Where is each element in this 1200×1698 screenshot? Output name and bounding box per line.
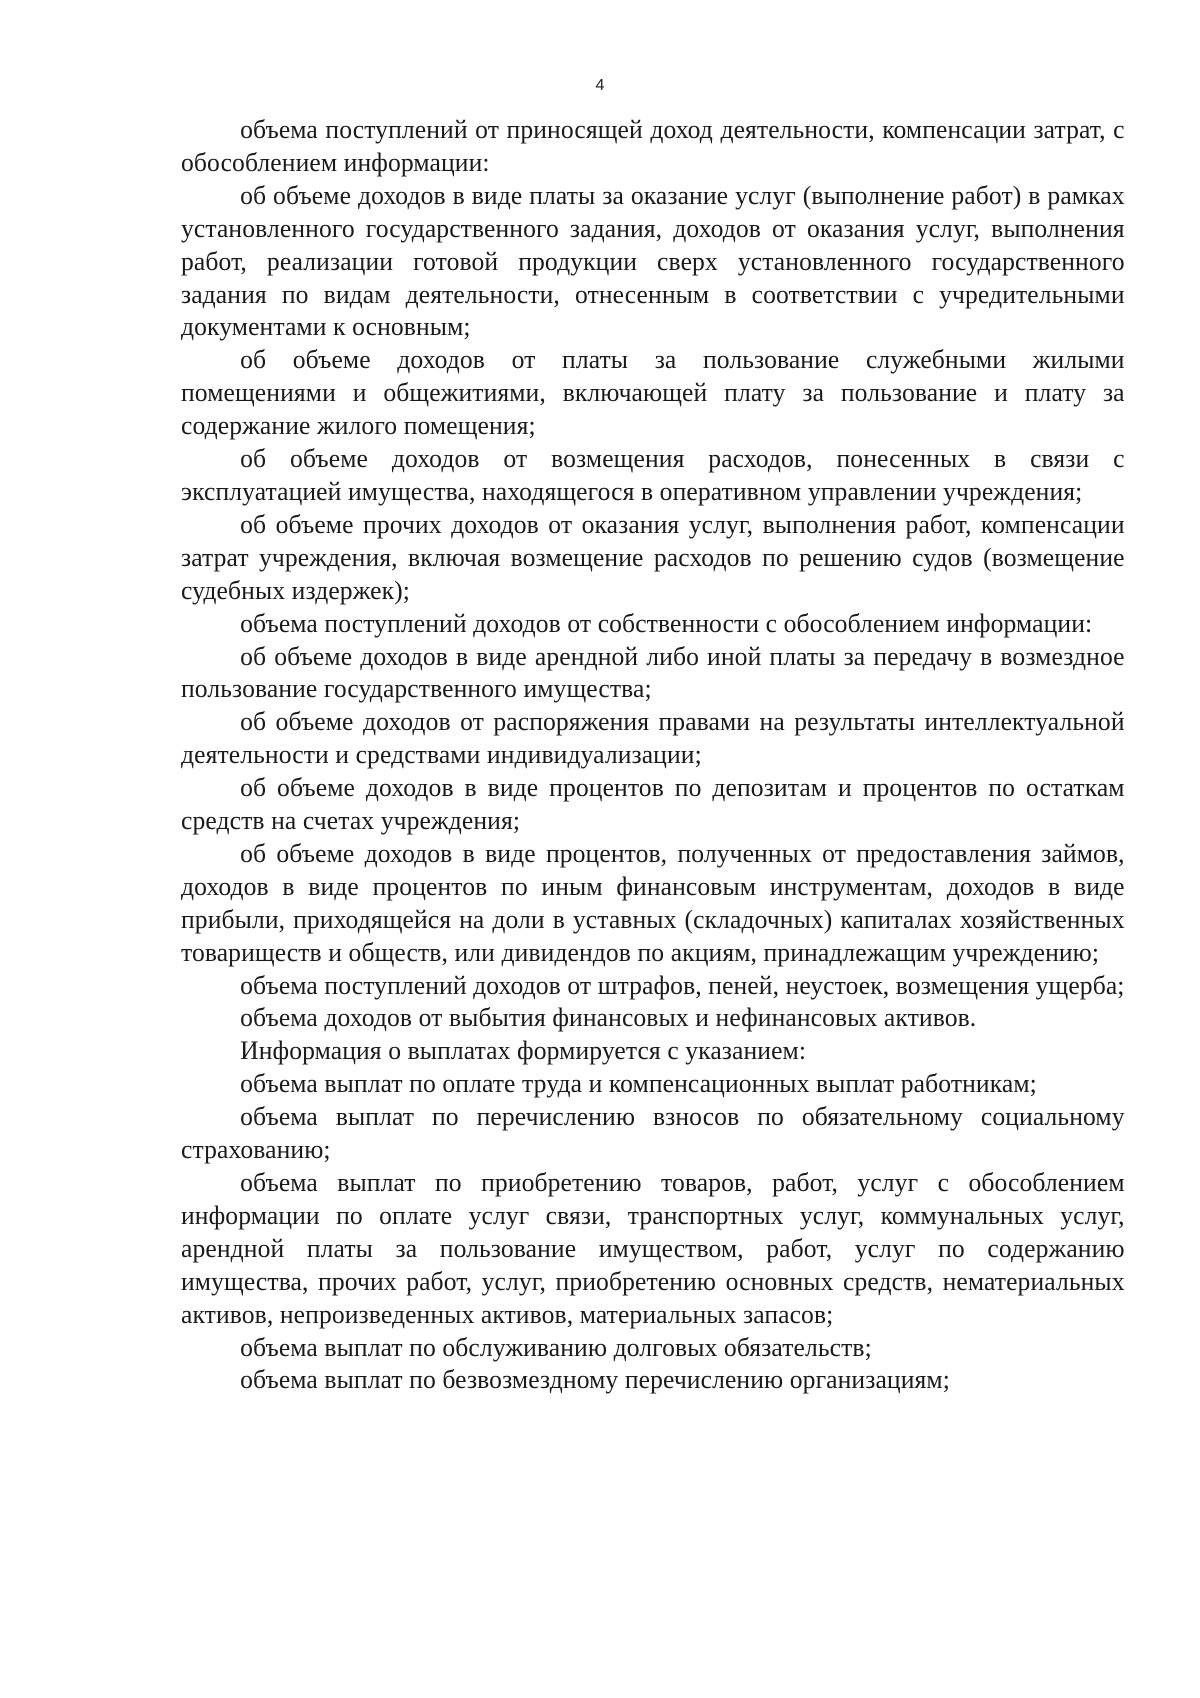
paragraph: об объеме доходов от платы за пользование служебными жилыми помещениями и общежитиями, включающей плату за пользование и плату за содержание жилого помещения; — [181, 345, 1125, 441]
paragraph: объема поступлений доходов от собственности с обособлением информации: — [240, 608, 1093, 638]
paragraph: объема поступлений от приносящей доход деятельности, компенсации затрат, с обособлением информации: — [181, 115, 1125, 177]
paragraph: об объеме доходов от распоряжения правами на результаты интеллектуальной деятельности и средствами индивидуализации; — [181, 707, 1125, 770]
paragraph: объема выплат по оплате труда и компенсационных выплат работникам; — [240, 1069, 1037, 1099]
page-number: 4 — [595, 77, 605, 94]
document-body — [181, 114, 1125, 1397]
paragraph: об объеме доходов от возмещения расходов, понесенных в связи с эксплуатацией имущества, находящегося в оперативном управлении учреждения; — [181, 444, 1125, 506]
paragraph: объема выплат по приобретению товаров, работ, услуг с обособлением информации по оплате услуг связи, транспортных услуг, коммунальных услуг, арендной платы за пользование имуществом, работ, услуг по содержанию имущества, прочих работ, услуг, приобретению основных средств, нематериальных активов, непроизведенных активов, материальных запасов; — [181, 1168, 1125, 1329]
paragraph: об объеме доходов в виде платы за оказание услуг (выполнение работ) в рамках установленного государственного задания, доходов от оказания услуг, выполнения работ, реализации готовой продукции сверх установленного государственного задания по видам деятельности, отнесенным в соответствии с учредительными документами к основным; — [181, 180, 1125, 342]
paragraph: об объеме доходов в виде арендной либо иной платы за передачу в возмездное пользование государственного имущества; — [181, 641, 1125, 704]
paragraph: объема выплат по обслуживанию долговых обязательств; — [240, 1332, 872, 1362]
paragraph: об объеме прочих доходов от оказания услуг, выполнения работ, компенсации затрат учреждения, включая возмещение расходов по решению судов (возмещение судебных издержек); — [181, 509, 1125, 605]
paragraph: об объеме доходов в виде процентов по депозитам и процентов по остаткам средств на счетах учреждения; — [181, 773, 1125, 836]
paragraph: об объеме доходов в виде процентов, полученных от предоставления займов, доходов в виде процентов по иным финансовым инструментам, доходов в виде прибыли, приходящейся на доли в уставных (складочных) капиталах хозяйственных товариществ и обществ, или дивидендов по акциям, принадлежащим учреждению; — [181, 838, 1125, 967]
paragraph: объема выплат по перечислению взносов по обязательному социальному страхованию; — [181, 1102, 1125, 1165]
paragraph: Информация о выплатах формируется с указанием: — [240, 1036, 807, 1066]
paragraph: объема доходов от выбытия финансовых и нефинансовых активов. — [240, 1003, 977, 1033]
paragraph: объема выплат по безвозмездному перечислению организациям; — [240, 1365, 950, 1395]
paragraph: объема поступлений доходов от штрафов, пеней, неустоек, возмещения ущерба; — [240, 970, 1125, 1000]
